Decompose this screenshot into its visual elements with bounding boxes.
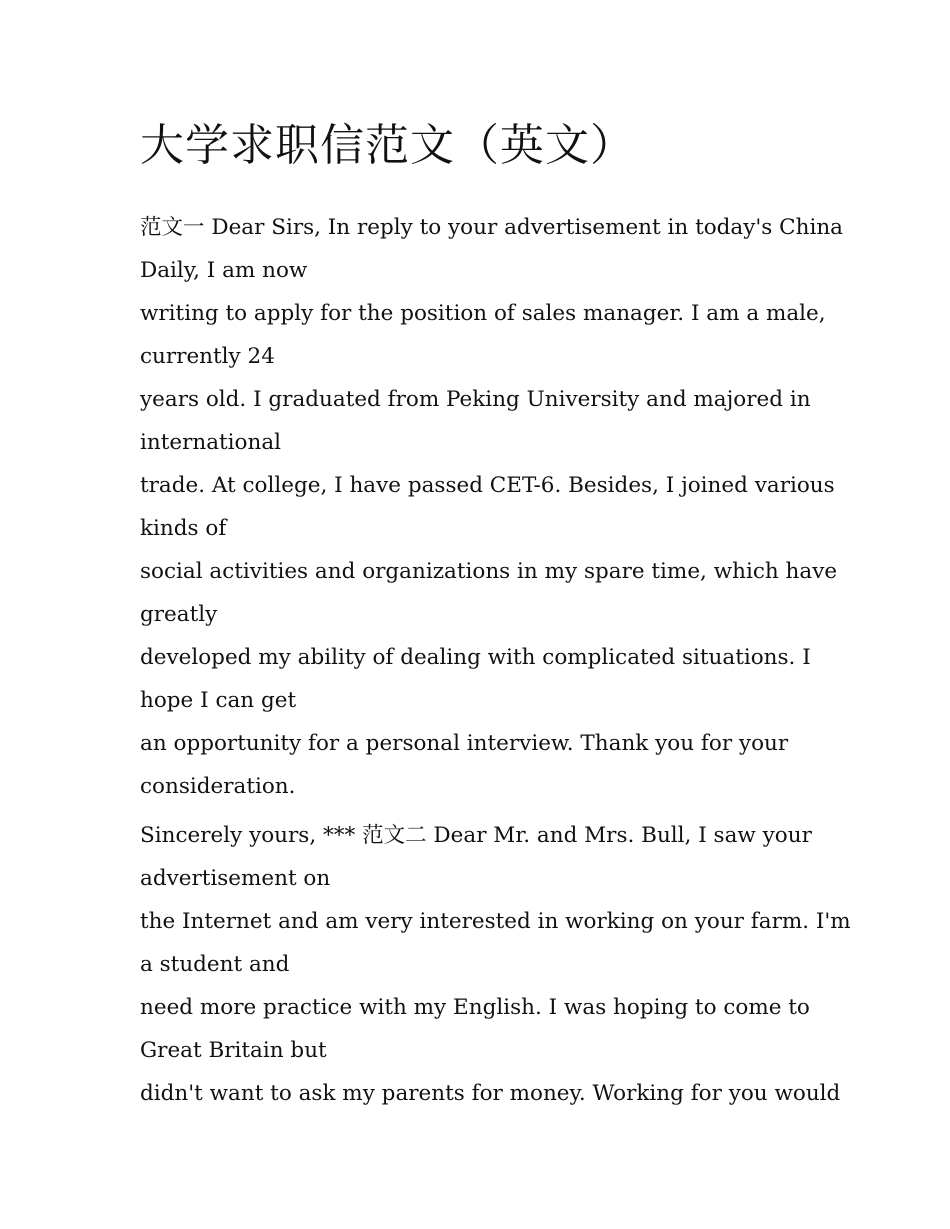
text-line: consideration. <box>140 774 296 799</box>
text-line: greatly <box>140 602 218 627</box>
document-page <box>140 116 851 1115</box>
text-line: kinds of <box>140 516 227 541</box>
document-title: 大学求职信范文（英文） <box>140 120 635 171</box>
text-line: an opportunity for a personal interview. Thank you for your <box>140 731 789 756</box>
text-line: advertisement on <box>140 866 331 891</box>
text-line: social activities and organizations in my spare time, which have <box>140 559 838 584</box>
text-line: years old. I graduated from Peking University and majored in <box>140 387 811 412</box>
text-line: 范文一 Dear Sirs, In reply to your advertisement in today's China <box>140 215 843 240</box>
paragraph-letter-two <box>140 814 851 1115</box>
text-line: international <box>140 430 282 455</box>
text-line: didn't want to ask my parents for money. Working for you would <box>140 1081 841 1106</box>
text-line: Great Britain but <box>140 1038 327 1063</box>
text-line: Daily, I am now <box>140 258 308 283</box>
text-line: need more practice with my English. I was hoping to come to <box>140 995 810 1020</box>
text-line: hope I can get <box>140 688 297 713</box>
text-line: Sincerely yours, *** 范文二 Dear Mr. and Mrs. Bull, I saw your <box>140 823 812 848</box>
text-line: currently 24 <box>140 344 275 369</box>
text-line: developed my ability of dealing with complicated situations. I <box>140 645 811 670</box>
paragraph-letter-one <box>140 206 843 808</box>
text-line: writing to apply for the position of sales manager. I am a male, <box>140 301 826 326</box>
text-line: a student and <box>140 952 290 977</box>
text-line: the Internet and am very interested in working on your farm. I'm <box>140 909 851 934</box>
text-line: trade. At college, I have passed CET-6. Besides, I joined various <box>140 473 835 498</box>
